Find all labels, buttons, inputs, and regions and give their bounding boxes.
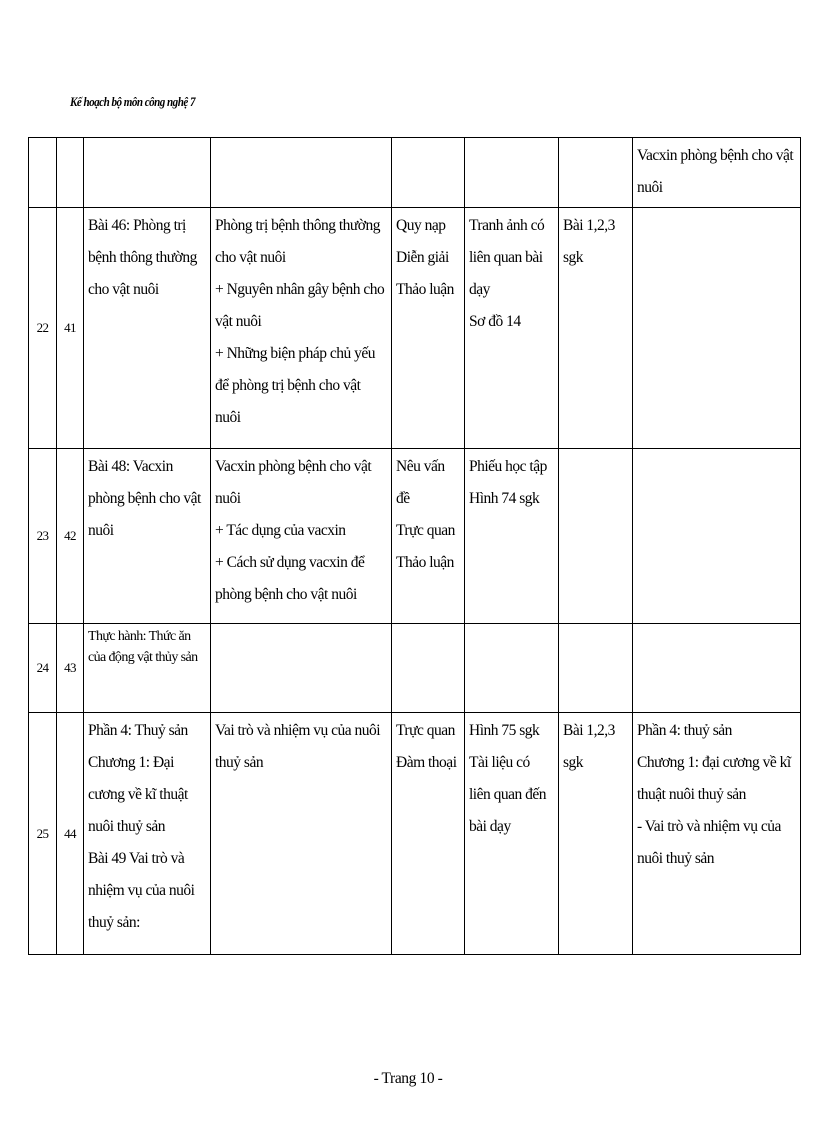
lesson-cell (84, 713, 211, 955)
notes-cell (633, 449, 801, 624)
table-row (29, 208, 801, 449)
method-cell (392, 208, 465, 449)
period-cell (57, 138, 84, 208)
period-cell: 42 (57, 449, 84, 624)
cell-line: Thảo luận (396, 554, 454, 571)
cell-line: Tranh ảnh có liên quan bài dạy (469, 217, 545, 298)
cell-line: Phiếu học tập (469, 458, 547, 475)
cell-line: Vacxin phòng bệnh cho vật nuôi (215, 458, 372, 507)
cell-line: Trực quan (396, 722, 455, 739)
period-cell: 44 (57, 713, 84, 955)
week-cell: 23 (29, 449, 57, 624)
cell-line: Nêu vấn đề (396, 458, 445, 507)
cell-line: + Tác dụng của vacxin (215, 522, 346, 539)
cell-line: Chương 1: Đại cương về kĩ thuật nuôi thuỷ sản (88, 754, 188, 835)
lesson-cell (84, 138, 211, 208)
table-row (29, 624, 801, 713)
lesson-cell (84, 449, 211, 624)
lesson-cell (84, 208, 211, 449)
method-cell (392, 449, 465, 624)
cell-line: Đàm thoại (396, 754, 457, 771)
cell-line: Hình 75 sgk (469, 722, 540, 739)
cell-line: Phòng trị bệnh thông thường cho vật nuôi (215, 217, 380, 266)
content-cell (211, 713, 392, 955)
cell-line: Bài 48: Vacxin phòng bệnh cho vật nuôi (88, 458, 201, 539)
tools-cell (465, 624, 559, 713)
period-cell: 43 (57, 624, 84, 713)
week-cell: 22 (29, 208, 57, 449)
method-cell (392, 624, 465, 713)
notes-cell (633, 624, 801, 713)
method-cell (392, 713, 465, 955)
cell-line: + Những biện pháp chủ yếu để phòng trị bệnh cho vật nuôi (215, 345, 376, 426)
method-cell (392, 138, 465, 208)
cell-line: Phần 4: thuỷ sản (637, 722, 732, 739)
exercise-cell (559, 624, 633, 713)
cell-line: Bài 1,2,3 sgk (563, 722, 615, 771)
content-cell (211, 208, 392, 449)
cell-line: Phần 4: Thuỷ sản (88, 722, 188, 739)
week-cell: 24 (29, 624, 57, 713)
cell-line: + Nguyên nhân gây bệnh cho vật nuôi (215, 281, 385, 330)
cell-line: Thực hành: Thức ăn của động vật thủy sản (88, 629, 198, 665)
exercise-cell (559, 208, 633, 449)
exercise-cell (559, 449, 633, 624)
cell-line: + Cách sử dụng vacxin để phòng bệnh cho vật nuôi (215, 554, 365, 603)
cell-line: - Vai trò và nhiệm vụ của nuôi thuỷ sản (637, 818, 781, 867)
notes-cell (633, 138, 801, 208)
tools-cell (465, 449, 559, 624)
cell-line: Vai trò và nhiệm vụ của nuôi thuỷ sản (215, 722, 381, 771)
cell-line: Quy nạp (396, 217, 446, 234)
content-cell (211, 624, 392, 713)
page-number: - Trang 10 - (373, 1070, 443, 1087)
exercise-cell (559, 713, 633, 955)
cell-line: Chương 1: đại cương về kĩ thuật nuôi thuỷ sản (637, 754, 791, 803)
exercise-cell (559, 138, 633, 208)
cell-line: Diễn giải (396, 249, 449, 266)
tools-cell (465, 138, 559, 208)
notes-cell (633, 713, 801, 955)
cell-line: Vacxin phòng bệnh cho vật nuôi (637, 147, 794, 196)
lesson-cell (84, 624, 211, 713)
cell-line: Bài 1,2,3 sgk (563, 217, 615, 266)
lesson-plan-table (28, 137, 801, 955)
week-cell (29, 138, 57, 208)
content-cell (211, 449, 392, 624)
cell-line: Bài 46: Phòng trị bệnh thông thường cho vật nuôi (88, 217, 197, 298)
table-row (29, 713, 801, 955)
document-header: Kế hoạch bộ môn công nghệ 7 (70, 94, 195, 109)
content-cell (211, 138, 392, 208)
cell-line: Tài liệu có liên quan đến bài dạy (469, 754, 547, 835)
cell-line: Trực quan (396, 522, 455, 539)
tools-cell (465, 208, 559, 449)
cell-line: Thảo luận (396, 281, 454, 298)
period-cell: 41 (57, 208, 84, 449)
cell-line: Sơ đồ 14 (469, 313, 521, 330)
cell-line: Bài 49 Vai trò và nhiệm vụ của nuôi thuỷ sản: (88, 850, 195, 931)
week-cell: 25 (29, 713, 57, 955)
tools-cell (465, 713, 559, 955)
table-row (29, 449, 801, 624)
notes-cell (633, 208, 801, 449)
table-row (29, 138, 801, 208)
cell-line: Hình 74 sgk (469, 490, 540, 507)
